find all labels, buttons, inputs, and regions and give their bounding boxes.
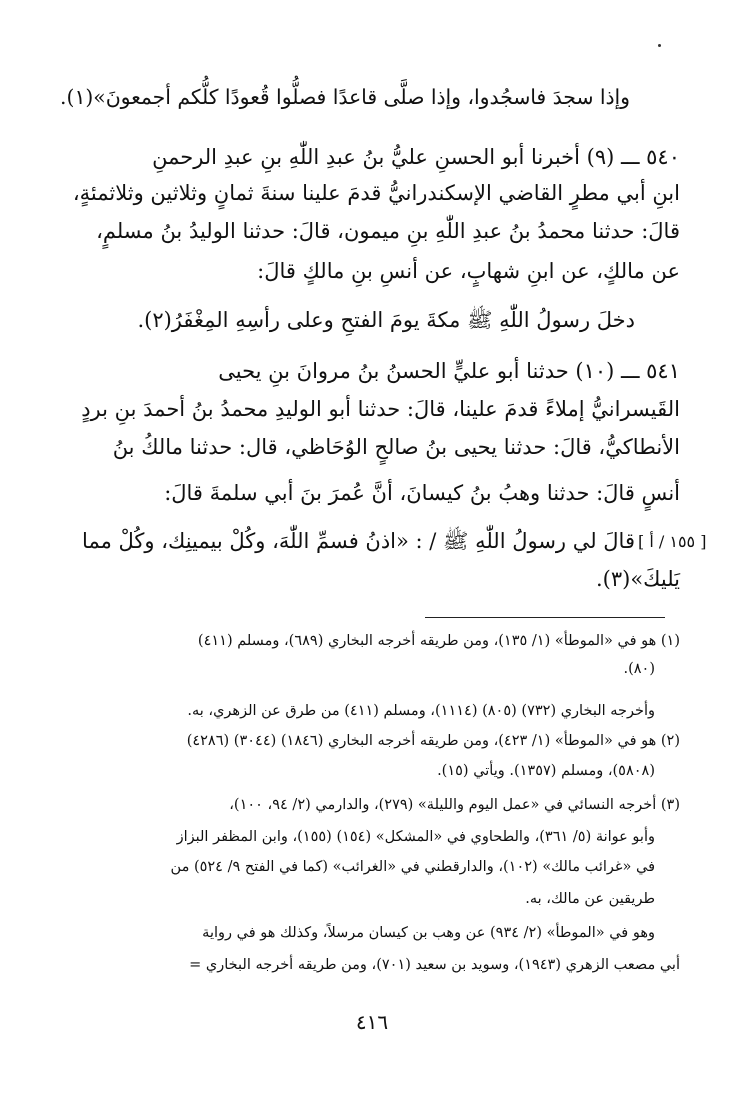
footnote-separator	[425, 617, 665, 618]
footnote-line: أبي مصعب الزهري (١٩٤٣)، وسويد بن سعيد (٧٠١)، ومن طريقه أخرجه البخاري =	[189, 957, 680, 973]
main-text-line: القَيسرانيُّ إملاءً قدمَ علينا، قالَ: حدثنا أبو الوليدِ محمدُ بنُ أحمدَ بنِ بردٍ	[81, 397, 680, 421]
main-text-line: ٥٤١ ـــ (١٠) حدثنا أبو عليٍّ الحسنُ بنُ مروانَ بنِ يحيى	[218, 359, 680, 383]
footnote-line: (٥٨٠٨)، ومسلم (١٣٥٧). ويأتي (١٥).	[437, 763, 655, 779]
footnote-line: (١) هو في «الموطأ» (١/ ١٣٥)، ومن طريقه أخرجه البخاري (٦٨٩)، ومسلم (٤١١)	[197, 633, 680, 649]
footnote-line: في «غرائب مالك» (١٠٢)، والدارقطني في «الغرائب» (كما في الفتح ٩/ ٥٢٤) من	[170, 859, 655, 875]
main-text-line: وإذا سجدَ فاسجُدوا، وإذا صلَّى قاعدًا فصلُّوا قُعودًا كلُّكم أجمعونَ»(١).	[60, 85, 630, 109]
footnote-line: وأخرجه البخاري (٧٣٢) (٨٠٥) (١١١٤)، ومسلم (٤١١) من طرق عن الزهري، به.	[187, 703, 655, 719]
main-text-line: أنسٍ قالَ: حدثنا وهبُ بنُ كيسانَ، أنَّ عُمرَ بنَ أبي سلمةَ قالَ:	[164, 481, 680, 505]
main-text-line: دخلَ رسولُ اللّٰهِ ﷺ مكةَ يومَ الفتحِ وعلى رأسِهِ المِغْفَرُ(٢).	[137, 308, 635, 332]
main-text-line: ٥٤٠ ـــ (٩) أخبرنا أبو الحسنِ عليُّ بنُ عبدِ اللّٰهِ بنِ عبدِ الرحمنِ	[152, 145, 680, 169]
footnote-line: طريقين عن مالك، به.	[525, 891, 655, 907]
main-text-line: الأنطاكيُّ، قالَ: حدثنا يحيى بنُ صالحٍ الوُحَاظي، قال: حدثنا مالكُ بنُ	[112, 435, 680, 459]
main-text-line: قالَ لي رسولُ اللّٰهِ ﷺ / : «اذنُ فسمِّ اللّٰهَ، وكُلْ بيمينِك، وكُلْ مما	[82, 529, 635, 553]
footnote-line: (٨٠).	[623, 661, 655, 677]
margin-folio-note: [ ١٥٥ / أ ]	[638, 532, 707, 551]
footnote-line: وأبو عوانة (٥/ ٣٦١)، والطحاوي في «المشكل» (١٥٤) (١٥٥)، وابن المظفر البزاز	[176, 829, 655, 845]
page-number: ٤١٦	[355, 1010, 389, 1034]
footnote-line: (٣) أخرجه النسائي في «عمل اليوم والليلة» (٢٧٩)، والدارمي (٢/ ٩٤، ١٠٠)،	[229, 797, 680, 813]
scan-speck	[658, 44, 661, 47]
main-text-line: يَليكَ»(٣).	[595, 567, 680, 591]
footnote-line: وهو في «الموطأ» (٢/ ٩٣٤) عن وهب بن كيسان مرسلاً، وكذلك هو في رواية	[202, 925, 655, 941]
main-text-line: قالَ: حدثنا محمدُ بنُ عبدِ اللّٰهِ بنِ ميمون، قالَ: حدثنا الوليدُ بنُ مسلمٍ،	[96, 219, 680, 243]
main-text-line: عن مالكٍ، عن ابنِ شهابٍ، عن أنسِ بنِ مالكٍ قالَ:	[257, 259, 680, 283]
main-text-line: ابنِ أبي مطرٍ القاضي الإسكندرانيُّ قدمَ علينا سنةَ ثمانٍ وثلاثين وثلاثمئةٍ،	[72, 181, 680, 205]
footnote-line: (٢) هو في «الموطأ» (١/ ٤٢٣)، ومن طريقه أخرجه البخاري (١٨٤٦) (٣٠٤٤) (٤٢٨٦)	[186, 733, 680, 749]
